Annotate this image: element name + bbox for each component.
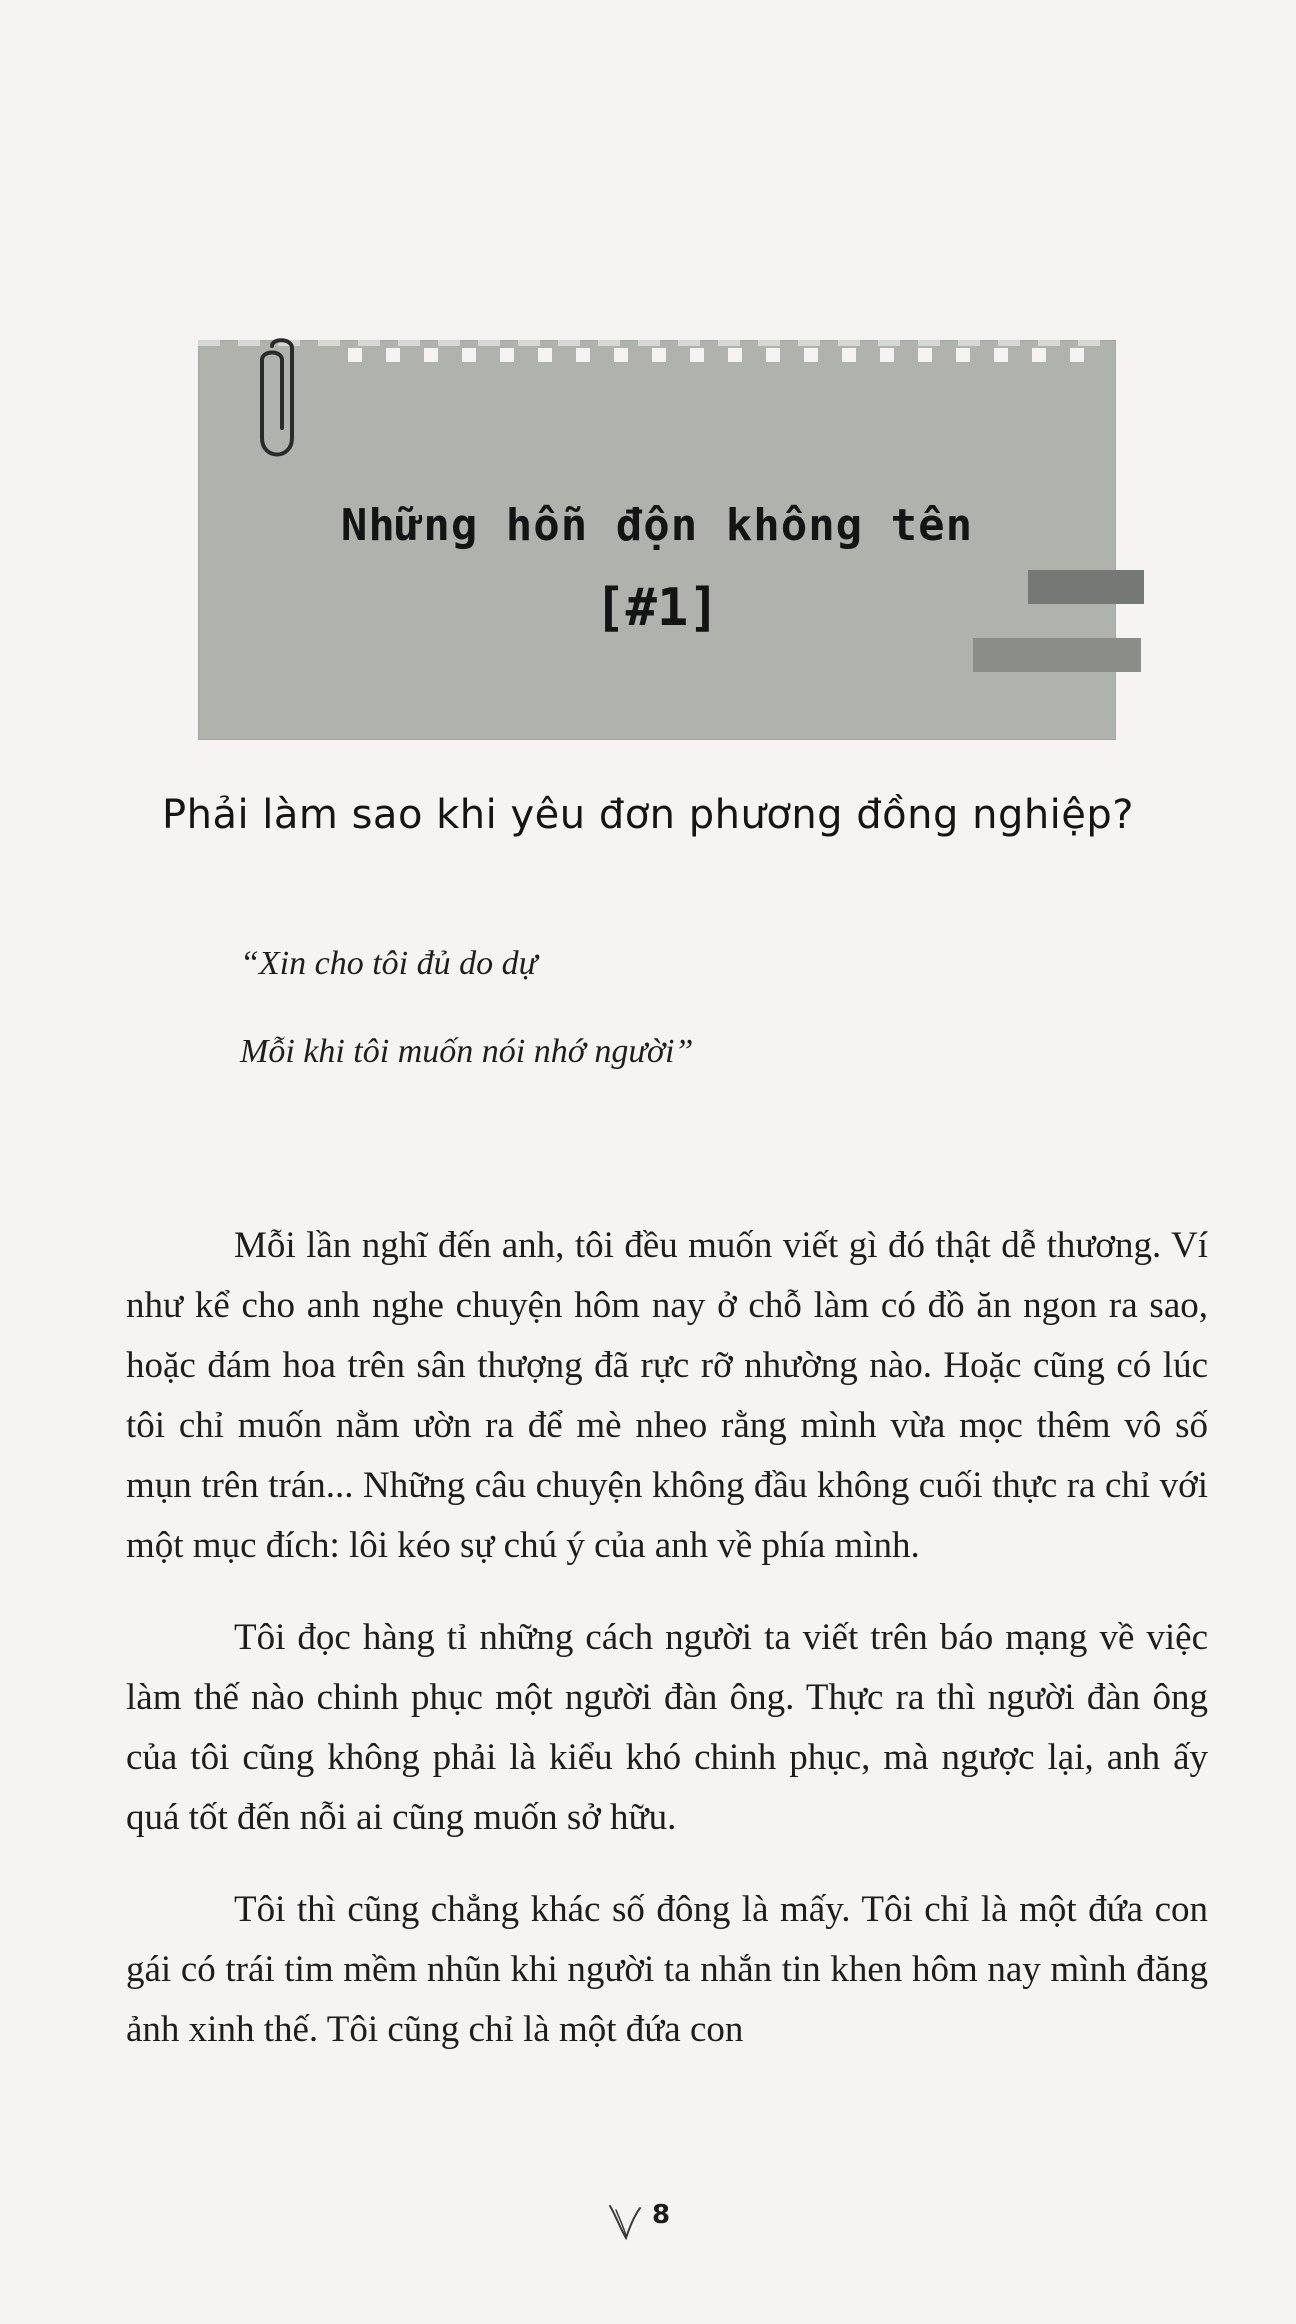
tape-strip (973, 638, 1141, 672)
perforation-hole (462, 348, 476, 362)
perforation-hole (804, 348, 818, 362)
chapter-header-card (198, 340, 1116, 740)
perforation-row (348, 348, 1098, 388)
perforation-hole (538, 348, 552, 362)
epigraph-line: “Xin cho tôi đủ do dự (240, 945, 538, 982)
chapter-number: [#1] (594, 578, 720, 638)
perforation-hole (880, 348, 894, 362)
epigraph-line: Mỗi khi tôi muốn nói nhớ người” (240, 1033, 694, 1070)
perforation-hole (424, 348, 438, 362)
perforated-edge (198, 340, 1116, 346)
chapter-subtitle: Phải làm sao khi yêu đơn phương đồng nghiệp? (161, 792, 1135, 838)
perforation-hole (842, 348, 856, 362)
leaf-icon (608, 2202, 642, 2242)
epigraph (240, 940, 1140, 1116)
perforation-hole (690, 348, 704, 362)
paragraph: Mỗi lần nghĩ đến anh, tôi đều muốn viết gì đó thật dễ thương. Ví như kể cho anh nghe chuyện hôm nay ở chỗ làm có đồ ăn ngon ra sao, hoặc đám hoa trên sân thượng đã rực rỡ nhường nào. Hoặc cũng có lúc tôi chỉ muốn nằm ườn ra để mè nheo rằng mình vừa mọc thêm vô số mụn trên trán... Những câu chuyện không đầu không cuối thực ra chỉ với một mục đích: lôi kéo sự chú ý của anh về phía mình. (126, 1225, 1208, 1566)
chapter-title: Những hỗn độn không tên (340, 500, 974, 551)
page-number: 8 (652, 2200, 671, 2230)
tape-strip (1028, 570, 1144, 604)
perforation-hole (918, 348, 932, 362)
perforation-hole (1032, 348, 1046, 362)
paragraph: Tôi đọc hàng tỉ những cách người ta viết trên báo mạng về việc làm thế nào chinh phục một người đàn ông. Thực ra thì người đàn ông của tôi cũng không phải là kiểu khó chinh phục, mà ngược lại, anh ấy quá tốt đến nỗi ai cũng muốn sở hữu. (126, 1617, 1208, 1838)
perforation-hole (956, 348, 970, 362)
perforation-hole (348, 348, 362, 362)
body-text (126, 1216, 1208, 2092)
perforation-hole (386, 348, 400, 362)
perforation-hole (614, 348, 628, 362)
paperclip-icon (256, 336, 308, 466)
perforation-hole (576, 348, 590, 362)
perforation-hole (766, 348, 780, 362)
perforation-hole (652, 348, 666, 362)
paragraph: Tôi thì cũng chẳng khác số đông là mấy. Tôi chỉ là một đứa con gái có trái tim mềm nhũn khi người ta nhắn tin khen hôm nay mình đăng ảnh xinh thế. Tôi cũng chỉ là một đứa con (126, 1889, 1208, 2050)
perforation-hole (500, 348, 514, 362)
perforation-hole (1070, 348, 1084, 362)
page-footer (600, 2196, 720, 2244)
perforation-hole (728, 348, 742, 362)
perforation-hole (994, 348, 1008, 362)
